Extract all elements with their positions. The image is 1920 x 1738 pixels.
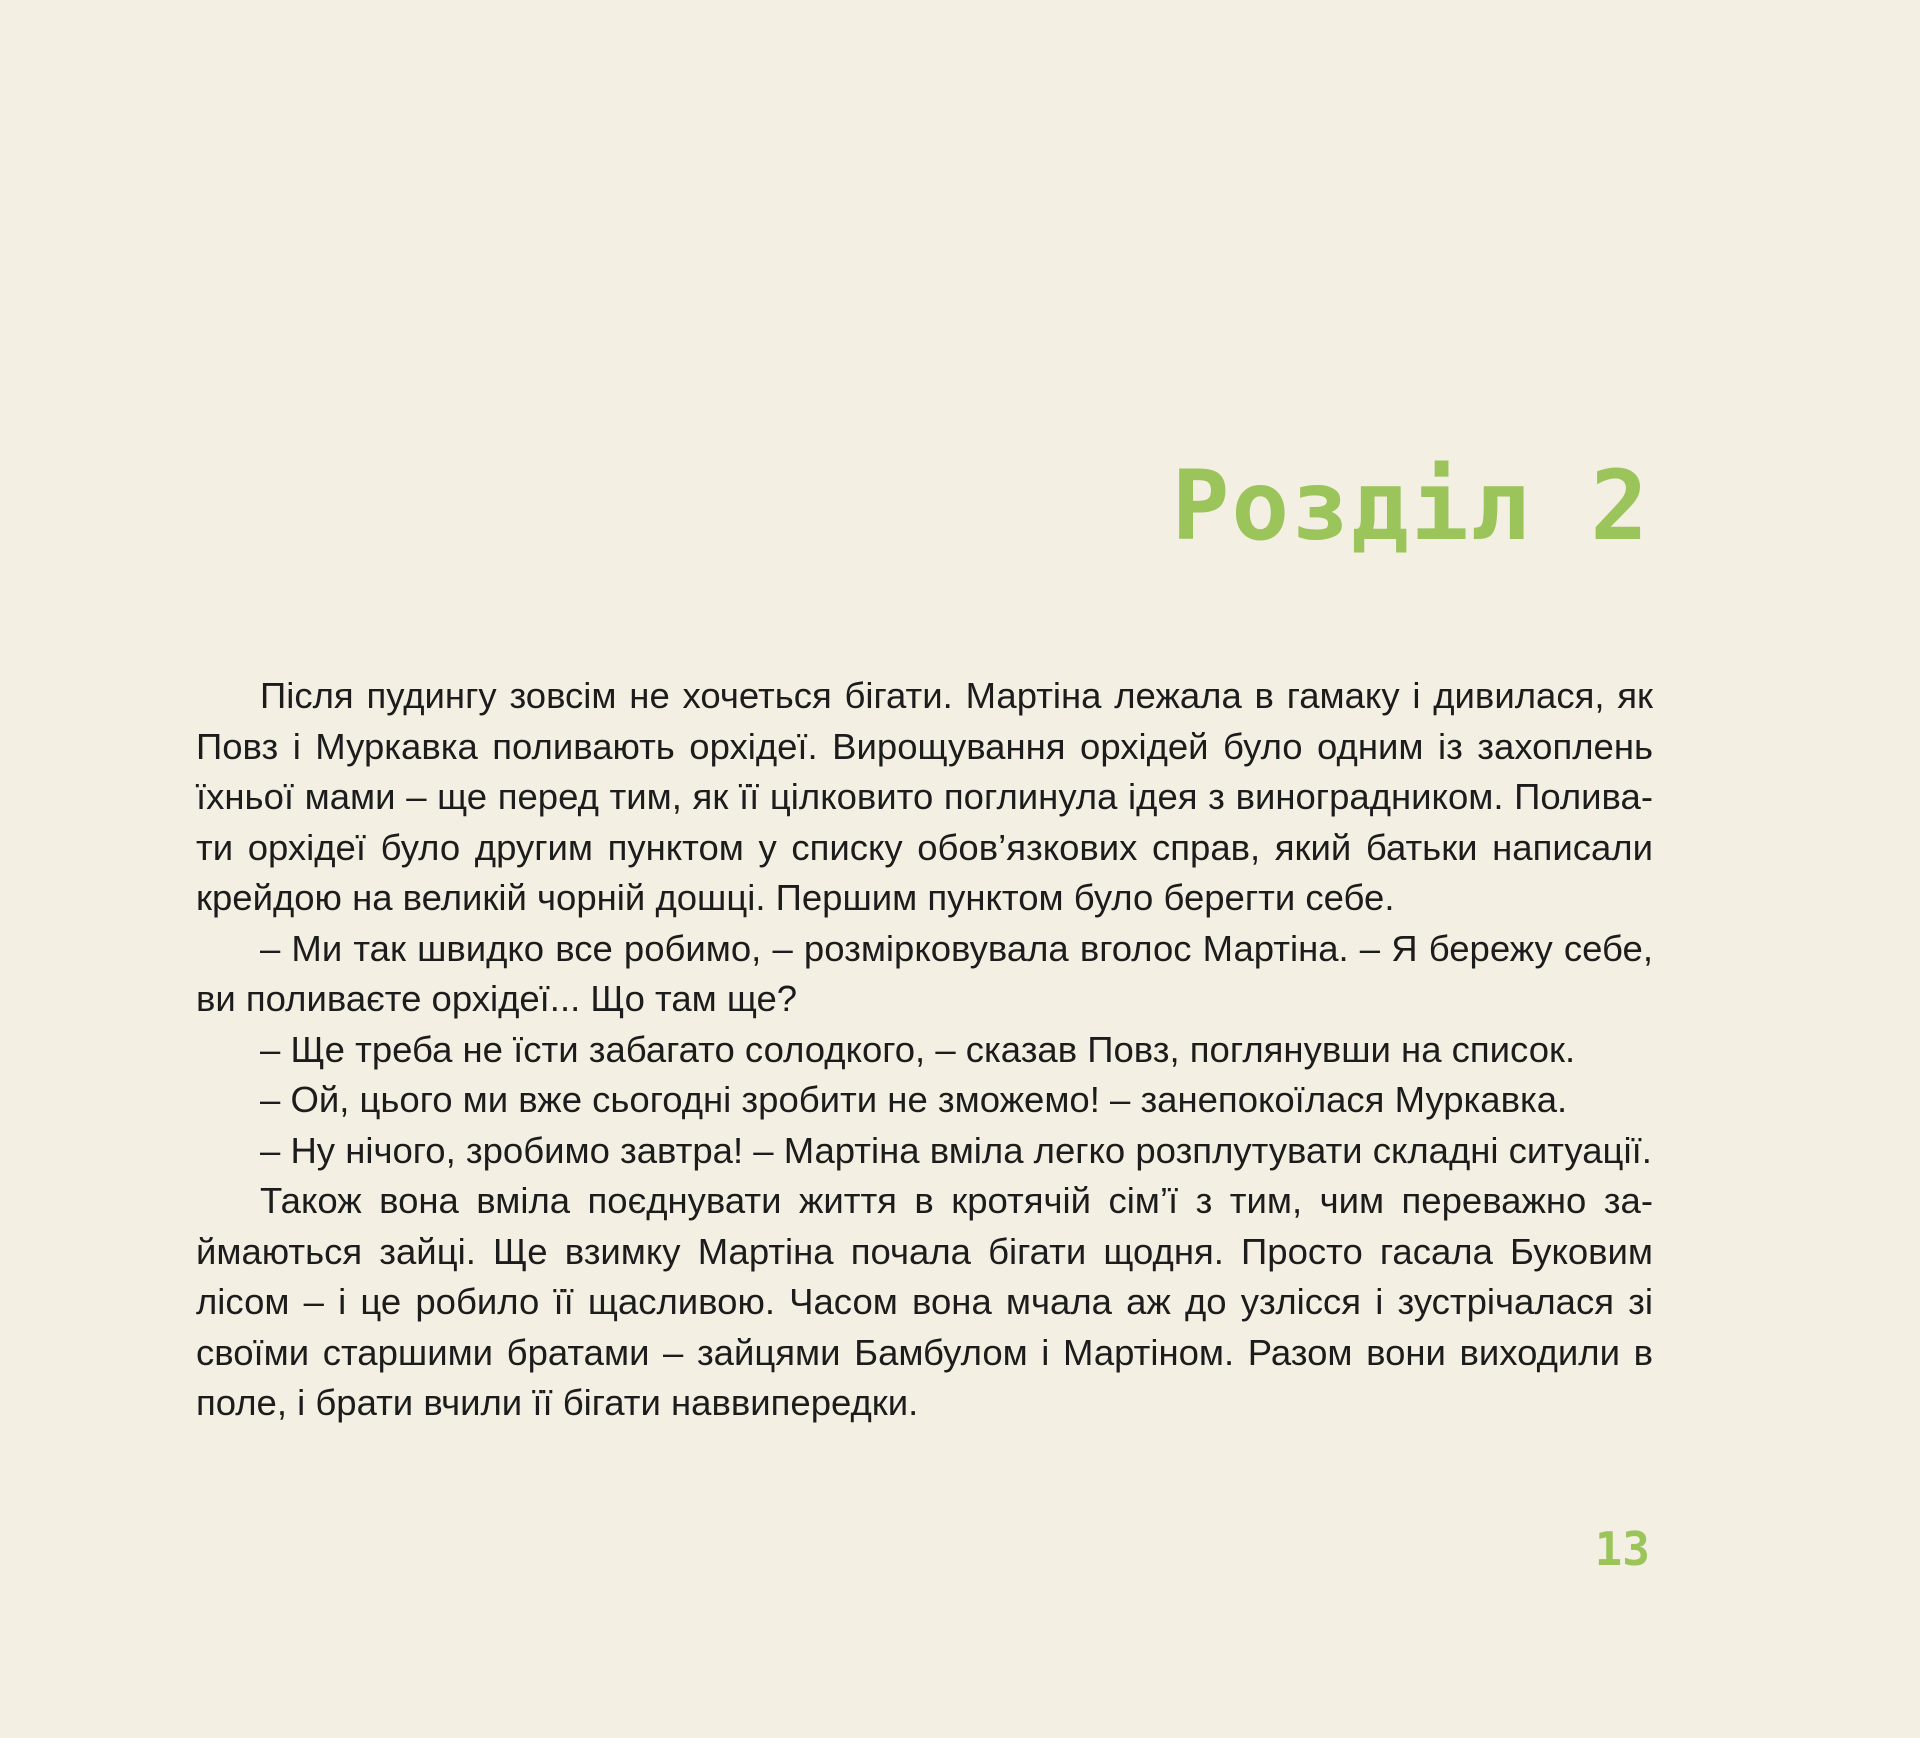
chapter-body <box>196 671 1653 1429</box>
paragraph: – Ми так швидко все робимо, – розмірковувала вголос Мартіна. – Я бережу себе, ви поливаєте орхідеї... Що там ще? <box>196 927 1653 1019</box>
page-number: 13 <box>1594 1522 1650 1576</box>
paragraph: Після пудингу зовсім не хочеться бігати. Мартіна лежала в гамаку і дивилася, як Повз і Муркавка поливають орхідеї. Вирощування орхідей було одним із захоплень їхньої мами – ще перед тим, як її цілковито поглинула ідея з виноградником. Поливати орхідеї було другим пунктом у списку обов’язкових справ, який батьки написали крейдою на великій чорній дошці. Першим пунктом було берегти себе. <box>196 675 1653 918</box>
paragraph: – Ну нічого, зробимо завтра! – Мартіна вміла легко розплутувати складні ситуації. <box>260 1129 1652 1171</box>
chapter-title: Розділ 2 <box>1171 450 1650 562</box>
paragraph: – Ще треба не їсти забагато солодкого, – сказав Повз, поглянувши на список. <box>260 1028 1576 1070</box>
paragraph: – Ой, цього ми вже сьогодні зробити не зможемо! – занепокоїлася Муркавка. <box>260 1079 1568 1120</box>
paragraph: Також вона вміла поєднувати життя в кротячій сім’ї з тим, чим переважно займаються зайці. Ще взимку Мартіна почала бігати щодня. Просто гасала Буковим лісом – і це робило її щасливою. Часом вона мчала аж до узлісся і зустрічалася зі своїми старшими братами – зайцями Бамбулом і Мартіном. Разом вони виходили в поле, і брати вчили її бігати наввипередки. <box>196 1180 1653 1423</box>
